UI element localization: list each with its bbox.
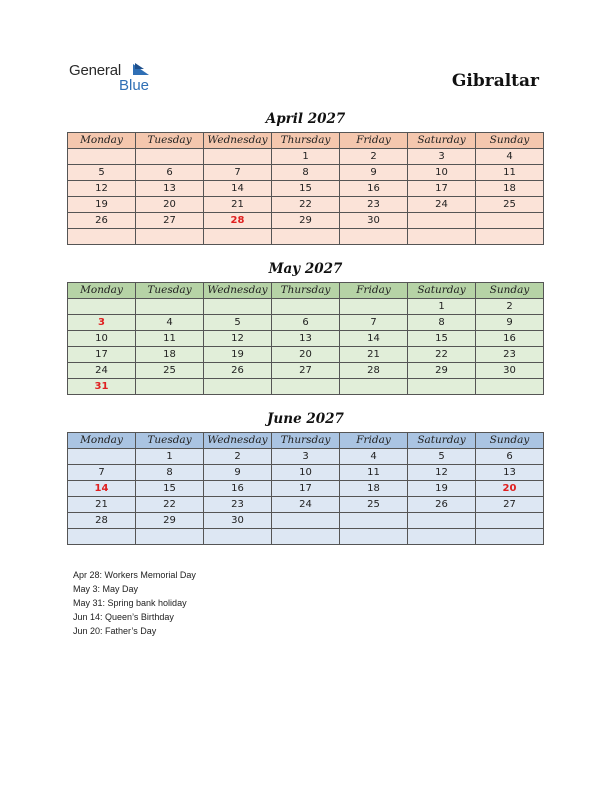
empty-day-cell — [204, 379, 272, 395]
calendar-april — [67, 132, 544, 245]
empty-day-cell — [136, 379, 204, 395]
day-cell: 6 — [476, 449, 544, 465]
week-row — [68, 197, 544, 213]
week-row — [68, 213, 544, 229]
week-row — [68, 449, 544, 465]
day-cell: 20 — [476, 481, 544, 497]
month-title-april: April 2027 — [265, 111, 346, 127]
day-cell: 14 — [204, 181, 272, 197]
holiday-notes — [73, 568, 196, 638]
day-cell: 16 — [340, 181, 408, 197]
day-cell: 7 — [340, 315, 408, 331]
day-cell: 9 — [476, 315, 544, 331]
day-cell: 23 — [340, 197, 408, 213]
week-row — [68, 229, 544, 245]
day-cell: 31 — [68, 379, 136, 395]
day-cell: 28 — [204, 213, 272, 229]
week-row — [68, 299, 544, 315]
weekday-header: Saturday — [408, 133, 476, 149]
calendar-may — [67, 282, 544, 395]
day-cell: 2 — [476, 299, 544, 315]
empty-day-cell — [68, 149, 136, 165]
month-title-may: May 2027 — [268, 261, 343, 277]
day-cell: 9 — [204, 465, 272, 481]
holiday-note: Jun 14: Queen’s Birthday — [73, 612, 174, 622]
day-cell: 13 — [136, 181, 204, 197]
day-cell: 20 — [272, 347, 340, 363]
empty-day-cell — [136, 149, 204, 165]
day-cell: 1 — [272, 149, 340, 165]
week-row — [68, 513, 544, 529]
day-cell: 11 — [136, 331, 204, 347]
day-cell: 9 — [340, 165, 408, 181]
day-cell: 7 — [68, 465, 136, 481]
day-cell: 22 — [272, 197, 340, 213]
day-cell: 25 — [136, 363, 204, 379]
day-cell: 10 — [68, 331, 136, 347]
empty-day-cell — [340, 299, 408, 315]
day-cell: 29 — [272, 213, 340, 229]
empty-day-cell — [340, 513, 408, 529]
day-cell: 5 — [68, 165, 136, 181]
weekday-header: Saturday — [408, 283, 476, 299]
weekday-header: Thursday — [272, 133, 340, 149]
empty-day-cell — [408, 213, 476, 229]
day-cell: 4 — [476, 149, 544, 165]
day-cell: 21 — [340, 347, 408, 363]
weekday-header: Tuesday — [136, 433, 204, 449]
day-cell: 15 — [136, 481, 204, 497]
month-title-june: June 2027 — [267, 411, 344, 427]
day-cell: 5 — [408, 449, 476, 465]
day-cell: 24 — [272, 497, 340, 513]
day-cell: 27 — [136, 213, 204, 229]
holiday-note: May 31: Spring bank holiday — [73, 598, 187, 608]
empty-day-cell — [136, 229, 204, 245]
day-cell: 10 — [272, 465, 340, 481]
day-cell: 28 — [68, 513, 136, 529]
day-cell: 22 — [136, 497, 204, 513]
day-cell: 1 — [136, 449, 204, 465]
day-cell: 18 — [136, 347, 204, 363]
day-cell: 6 — [136, 165, 204, 181]
country-title: Gibraltar — [451, 71, 539, 91]
generalblue-logo — [69, 60, 169, 96]
day-cell: 4 — [340, 449, 408, 465]
day-cell: 24 — [68, 363, 136, 379]
day-cell: 21 — [68, 497, 136, 513]
day-cell: 19 — [204, 347, 272, 363]
empty-day-cell — [408, 513, 476, 529]
empty-day-cell — [272, 513, 340, 529]
day-cell: 8 — [136, 465, 204, 481]
day-cell: 20 — [136, 197, 204, 213]
day-cell: 16 — [476, 331, 544, 347]
day-cell: 7 — [204, 165, 272, 181]
day-cell: 15 — [408, 331, 476, 347]
day-cell: 19 — [68, 197, 136, 213]
day-cell: 14 — [68, 481, 136, 497]
empty-day-cell — [340, 529, 408, 545]
empty-day-cell — [272, 229, 340, 245]
week-row — [68, 181, 544, 197]
logo-flag-icon — [133, 63, 155, 77]
day-cell: 30 — [340, 213, 408, 229]
day-cell: 6 — [272, 315, 340, 331]
week-row — [68, 331, 544, 347]
day-cell: 13 — [476, 465, 544, 481]
weekday-header: Thursday — [272, 283, 340, 299]
weekday-header: Monday — [68, 433, 136, 449]
day-cell: 2 — [340, 149, 408, 165]
day-cell: 14 — [340, 331, 408, 347]
weekday-header: Wednesday — [204, 133, 272, 149]
empty-day-cell — [68, 529, 136, 545]
day-cell: 30 — [476, 363, 544, 379]
day-cell: 12 — [68, 181, 136, 197]
day-cell: 23 — [476, 347, 544, 363]
day-cell: 28 — [340, 363, 408, 379]
weekday-header: Tuesday — [136, 283, 204, 299]
day-cell: 27 — [272, 363, 340, 379]
day-cell: 18 — [340, 481, 408, 497]
day-cell: 17 — [408, 181, 476, 197]
weekday-header: Wednesday — [204, 433, 272, 449]
day-cell: 29 — [408, 363, 476, 379]
weekday-header: Friday — [340, 433, 408, 449]
week-row — [68, 481, 544, 497]
week-row — [68, 347, 544, 363]
day-cell: 23 — [204, 497, 272, 513]
empty-day-cell — [408, 529, 476, 545]
empty-day-cell — [408, 379, 476, 395]
holiday-note: Apr 28: Workers Memorial Day — [73, 570, 196, 580]
day-cell: 29 — [136, 513, 204, 529]
empty-day-cell — [408, 229, 476, 245]
empty-day-cell — [204, 229, 272, 245]
empty-day-cell — [272, 529, 340, 545]
day-cell: 27 — [476, 497, 544, 513]
day-cell: 24 — [408, 197, 476, 213]
weekday-header: Sunday — [476, 283, 544, 299]
day-cell: 25 — [340, 497, 408, 513]
day-cell: 26 — [68, 213, 136, 229]
empty-day-cell — [136, 529, 204, 545]
weekday-header: Tuesday — [136, 133, 204, 149]
empty-day-cell — [340, 229, 408, 245]
empty-day-cell — [204, 299, 272, 315]
empty-day-cell — [340, 379, 408, 395]
day-cell: 10 — [408, 165, 476, 181]
day-cell: 1 — [408, 299, 476, 315]
day-cell: 8 — [408, 315, 476, 331]
empty-day-cell — [476, 513, 544, 529]
day-cell: 21 — [204, 197, 272, 213]
week-row — [68, 465, 544, 481]
day-cell: 25 — [476, 197, 544, 213]
empty-day-cell — [272, 379, 340, 395]
day-cell: 15 — [272, 181, 340, 197]
day-cell: 11 — [476, 165, 544, 181]
holiday-note: Jun 20: Father’s Day — [73, 626, 157, 636]
day-cell: 12 — [204, 331, 272, 347]
empty-day-cell — [68, 229, 136, 245]
empty-day-cell — [272, 299, 340, 315]
day-cell: 19 — [408, 481, 476, 497]
day-cell: 11 — [340, 465, 408, 481]
weekday-header: Sunday — [476, 433, 544, 449]
empty-day-cell — [476, 529, 544, 545]
day-cell: 26 — [204, 363, 272, 379]
week-row — [68, 529, 544, 545]
weekday-header-row — [68, 283, 544, 299]
week-row — [68, 315, 544, 331]
day-cell: 12 — [408, 465, 476, 481]
empty-day-cell — [136, 299, 204, 315]
day-cell: 22 — [408, 347, 476, 363]
weekday-header-row — [68, 133, 544, 149]
day-cell: 5 — [204, 315, 272, 331]
empty-day-cell — [204, 529, 272, 545]
weekday-header: Saturday — [408, 433, 476, 449]
week-row — [68, 165, 544, 181]
logo-text-general: General — [69, 62, 121, 79]
weekday-header: Thursday — [272, 433, 340, 449]
day-cell: 18 — [476, 181, 544, 197]
day-cell: 13 — [272, 331, 340, 347]
week-row — [68, 363, 544, 379]
day-cell: 3 — [272, 449, 340, 465]
logo-text-blue: Blue — [119, 77, 150, 94]
day-cell: 26 — [408, 497, 476, 513]
day-cell: 8 — [272, 165, 340, 181]
empty-day-cell — [68, 449, 136, 465]
empty-day-cell — [476, 379, 544, 395]
day-cell: 16 — [204, 481, 272, 497]
day-cell: 4 — [136, 315, 204, 331]
empty-day-cell — [476, 213, 544, 229]
day-cell: 3 — [408, 149, 476, 165]
day-cell: 2 — [204, 449, 272, 465]
weekday-header: Sunday — [476, 133, 544, 149]
weekday-header: Monday — [68, 133, 136, 149]
calendar-june — [67, 432, 544, 545]
empty-day-cell — [476, 229, 544, 245]
day-cell: 17 — [68, 347, 136, 363]
week-row — [68, 379, 544, 395]
empty-day-cell — [204, 149, 272, 165]
weekday-header: Monday — [68, 283, 136, 299]
weekday-header: Wednesday — [204, 283, 272, 299]
weekday-header: Friday — [340, 283, 408, 299]
week-row — [68, 149, 544, 165]
day-cell: 17 — [272, 481, 340, 497]
weekday-header: Friday — [340, 133, 408, 149]
empty-day-cell — [68, 299, 136, 315]
week-row — [68, 497, 544, 513]
day-cell: 3 — [68, 315, 136, 331]
holiday-note: May 3: May Day — [73, 584, 139, 594]
day-cell: 30 — [204, 513, 272, 529]
weekday-header-row — [68, 433, 544, 449]
